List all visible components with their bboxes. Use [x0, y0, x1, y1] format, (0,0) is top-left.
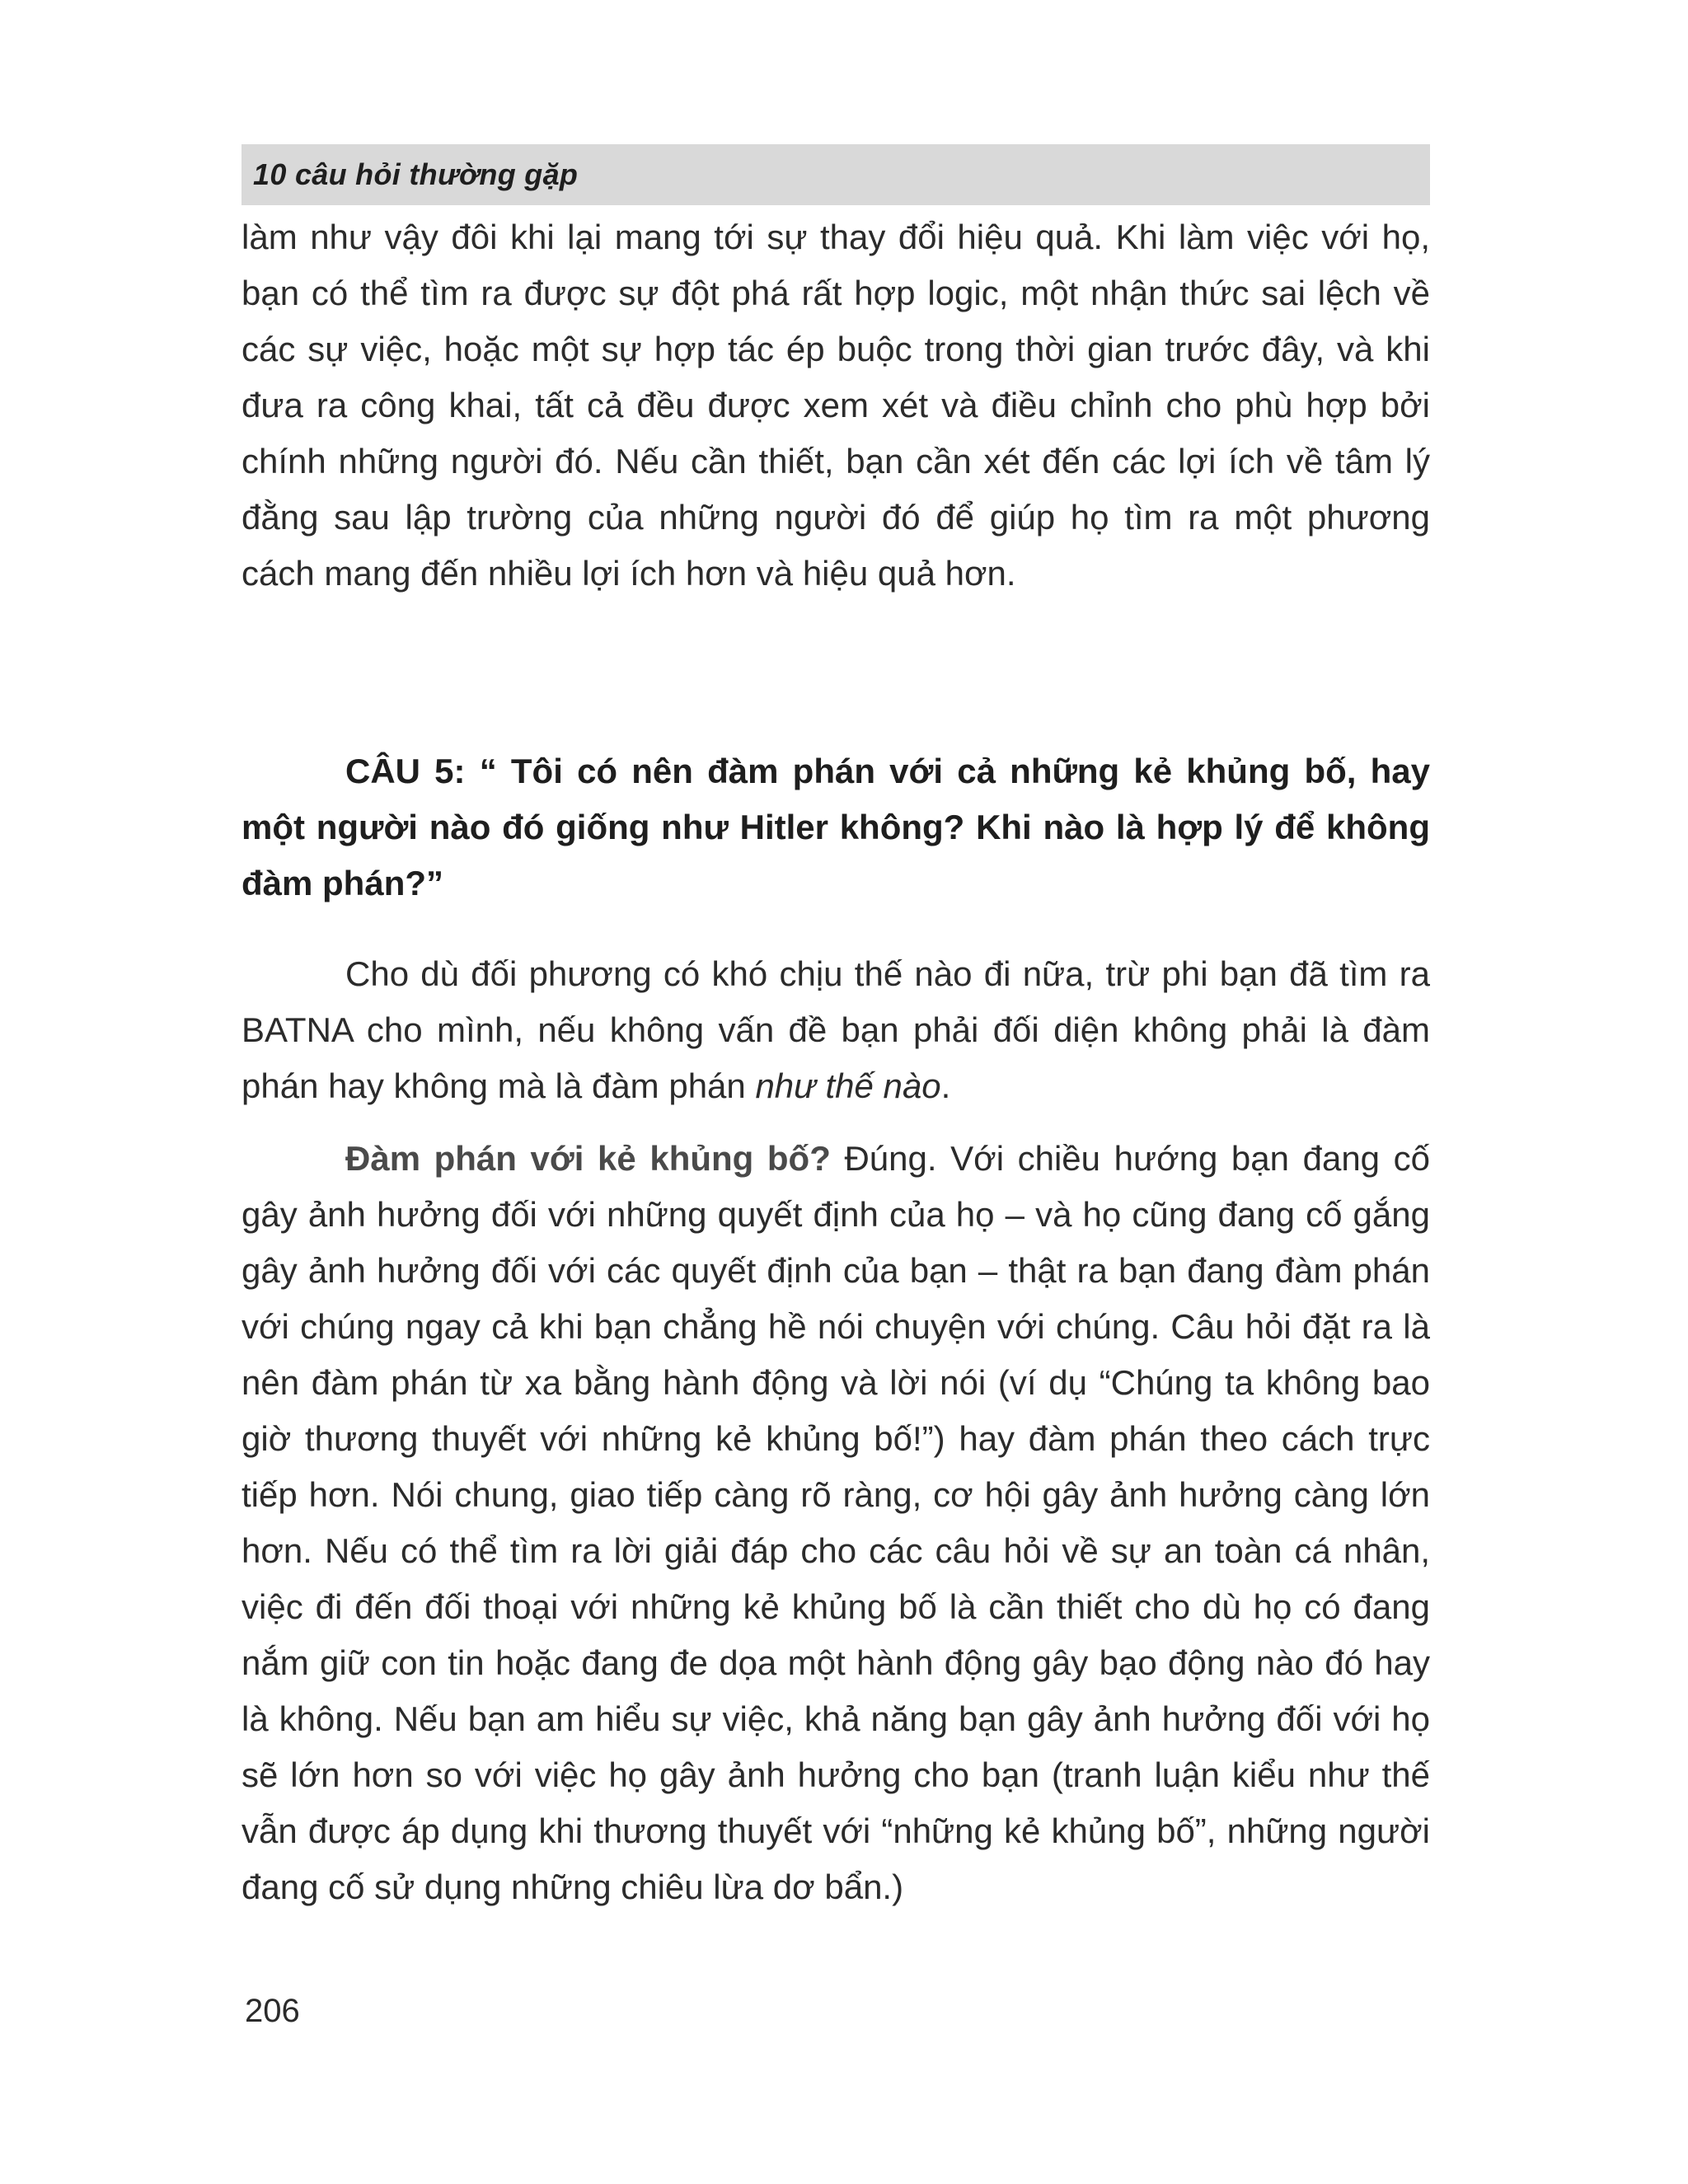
running-header-title: 10 câu hỏi thường gặp	[253, 157, 579, 191]
question-heading: CÂU 5: “ Tôi có nên đàm phán với cả những kẻ khủng bố, hay một người nào đó giống như Hitler không? Khi nào là hợp lý để không đàm phán?”	[241, 752, 1430, 902]
paragraph-2-lead: Đàm phán với kẻ khủng bố?	[345, 1139, 831, 1178]
page-number: 206	[245, 1993, 300, 2029]
body-paragraph-2	[241, 1131, 1430, 1915]
paragraph-2-body: Đúng. Với chiều hướng bạn đang cố gây ảnh hưởng đối với những quyết định của họ – và họ cũng đang cố gắng gây ảnh hưởng đối với các quyết định của bạn – thật ra bạn đang đàm phán với chúng ngay cả khi bạn chẳng hề nói chuyện với chúng. Câu hỏi đặt ra là nên đàm phán từ xa bằng hành động và lời nói (ví dụ “Chúng ta không bao giờ thương thuyết với những kẻ khủng bố!”) hay đàm phán theo cách trực tiếp hơn. Nói chung, giao tiếp càng rõ ràng, cơ hội gây ảnh hưởng càng lớn hơn. Nếu có thể tìm ra lời giải đáp cho các câu hỏi về sự an toàn cá nhân, việc đi đến đối thoại với những kẻ khủng bố là cần thiết cho dù họ có đang nắm giữ con tin hoặc đang đe dọa một hành động gây bạo động nào đó hay là không. Nếu bạn am hiểu sự việc, khả năng bạn gây ảnh hưởng đối với họ sẽ lớn hơn so với việc họ gây ảnh hưởng cho bạn (tranh luận kiểu như thế vẫn được áp dụng khi thương thuyết với “những kẻ khủng bố”, những người đang cố sử dụng những chiêu lừa dơ bẩn.)	[241, 1139, 1430, 1906]
paragraph-1-tail: .	[940, 1066, 951, 1105]
paragraph-1-text: Cho dù đối phương có khó chịu thế nào đi nữa, trừ phi bạn đã tìm ra BATNA cho mình, nếu không vấn đề bạn phải đối diện không phải là đàm phán hay không mà là đàm phán	[241, 954, 1430, 1105]
running-header-bar	[241, 144, 1430, 205]
paragraph-1-italic: như thế nào	[755, 1066, 941, 1105]
body-paragraph-1	[241, 946, 1430, 1114]
intro-paragraph: làm như vậy đôi khi lại mang tới sự thay đổi hiệu quả. Khi làm việc với họ, bạn có thể tìm ra được sự đột phá rất hợp logic, một nhận thức sai lệch về các sự việc, hoặc một sự hợp tác ép buộc trong thời gian trước đây, và khi đưa ra công khai, tất cả đều được xem xét và điều chỉnh cho phù hợp bởi chính những người đó. Nếu cần thiết, bạn cần xét đến các lợi ích về tâm lý đằng sau lập trường của những người đó để giúp họ tìm ra một phương cách mang đến nhiều lợi ích hơn và hiệu quả hơn.	[241, 218, 1430, 593]
